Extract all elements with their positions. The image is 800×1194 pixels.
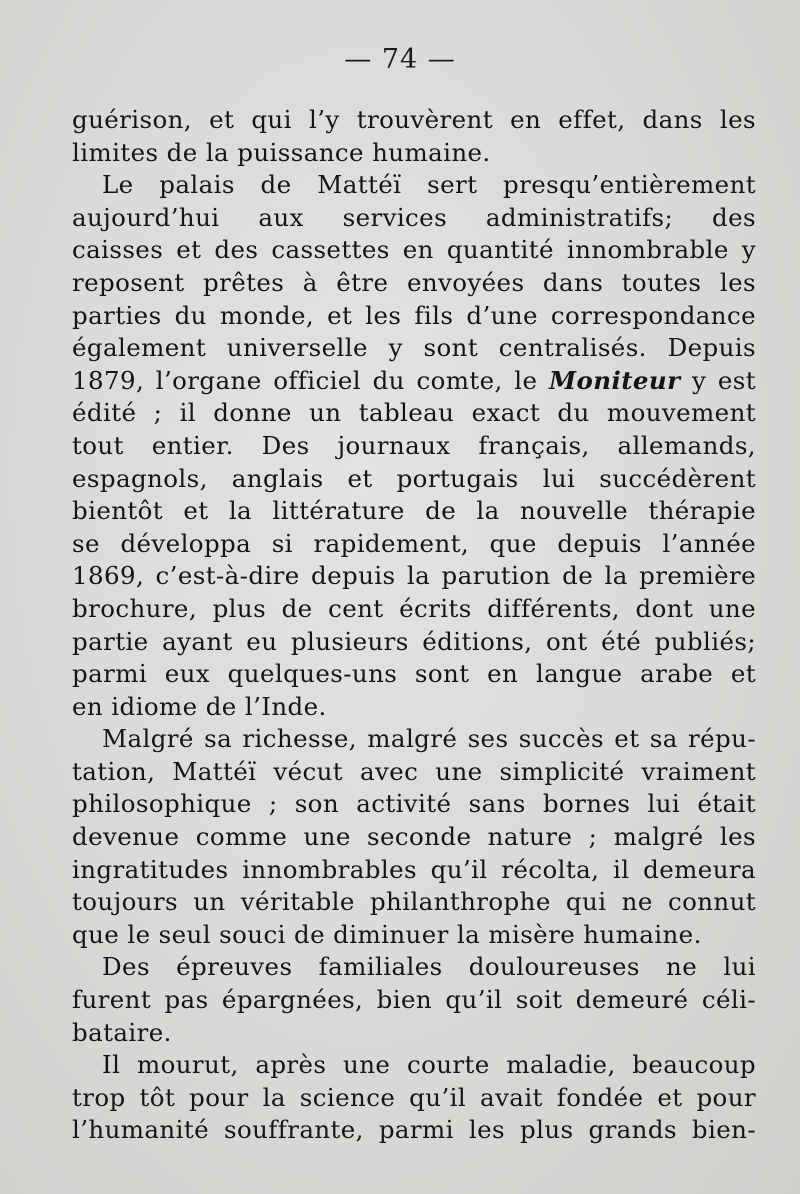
paragraph-start-line: Il mourut, après une courte maladie, beaucoup <box>102 1050 756 1080</box>
text-segment: y est <box>680 365 756 395</box>
text-line: brochure, plus de cent écrits différents, dont une <box>72 593 756 623</box>
text-line: se développa si rapidement, que depuis l’année <box>72 528 756 558</box>
text-line: 1869, c’est-à-dire depuis la parution de la première <box>72 561 756 591</box>
text-line: trop tôt pour la science qu’il avait fondée et pour <box>72 1082 756 1112</box>
page-number: — 74 — <box>344 44 456 75</box>
text-line: bientôt et la littérature de la nouvelle thérapie <box>72 496 756 526</box>
text-segment: 1879, l’organe officiel du comte, le <box>72 365 550 395</box>
text-line: tation, Mattéï vécut avec une simplicité vraiment <box>72 756 756 786</box>
paragraph-start-line: Malgré sa richesse, malgré ses succès et sa répu- <box>102 724 756 754</box>
text-line: l’humanité souffrante, parmi les plus grands bien- <box>72 1115 756 1145</box>
text-line: devenue comme une seconde nature ; malgré les <box>72 822 756 852</box>
text-line: guérison, et qui l’y trouvèrent en effet, dans les <box>72 105 756 134</box>
text-line: espagnols, anglais et portugais lui succédèrent <box>72 463 756 493</box>
text-line: ingratitudes innombrables qu’il récolta, il demeura <box>72 854 756 884</box>
body-text <box>72 104 756 1147</box>
text-line: caisses et des cassettes en quantité innombrable y <box>72 235 756 265</box>
text-line: toujours un véritable philanthrophe qui ne connut <box>72 887 756 917</box>
journal-title-moniteur: Moniteur <box>549 365 681 395</box>
text-line: parmi eux quelques-uns sont en langue arabe et <box>72 659 756 689</box>
text-line: également universelle y sont centralisés. Depuis <box>72 333 756 363</box>
text-line: partie ayant eu plusieurs éditions, ont été publiés; <box>72 626 756 656</box>
text-line: que le seul souci de diminuer la misère humaine. <box>72 919 702 949</box>
text-line: en idiome de l’Inde. <box>72 691 327 721</box>
text-line: furent pas épargnées, bien qu’il soit demeuré céli- <box>72 985 756 1015</box>
text-line: reposent prêtes à être envoyées dans toutes les <box>72 267 756 297</box>
text-line: aujourd’hui aux services administratifs; des <box>72 202 756 232</box>
text-line: édité ; il donne un tableau exact du mouvement <box>72 398 756 428</box>
text-line: tout entier. Des journaux français, allemands, <box>72 430 756 460</box>
text-line-with-italic <box>72 365 756 398</box>
text-line: parties du monde, et les fils d’une correspondance <box>72 300 756 330</box>
text-line: bataire. <box>72 1017 172 1047</box>
paragraph-start-line: Des épreuves familiales douloureuses ne lui <box>102 952 756 982</box>
text-line: philosophique ; son activité sans bornes lui était <box>72 789 756 819</box>
paragraph-start-line: Le palais de Mattéï sert presqu’entièrement <box>102 170 756 200</box>
text-line: limites de la puissance humaine. <box>72 137 491 167</box>
